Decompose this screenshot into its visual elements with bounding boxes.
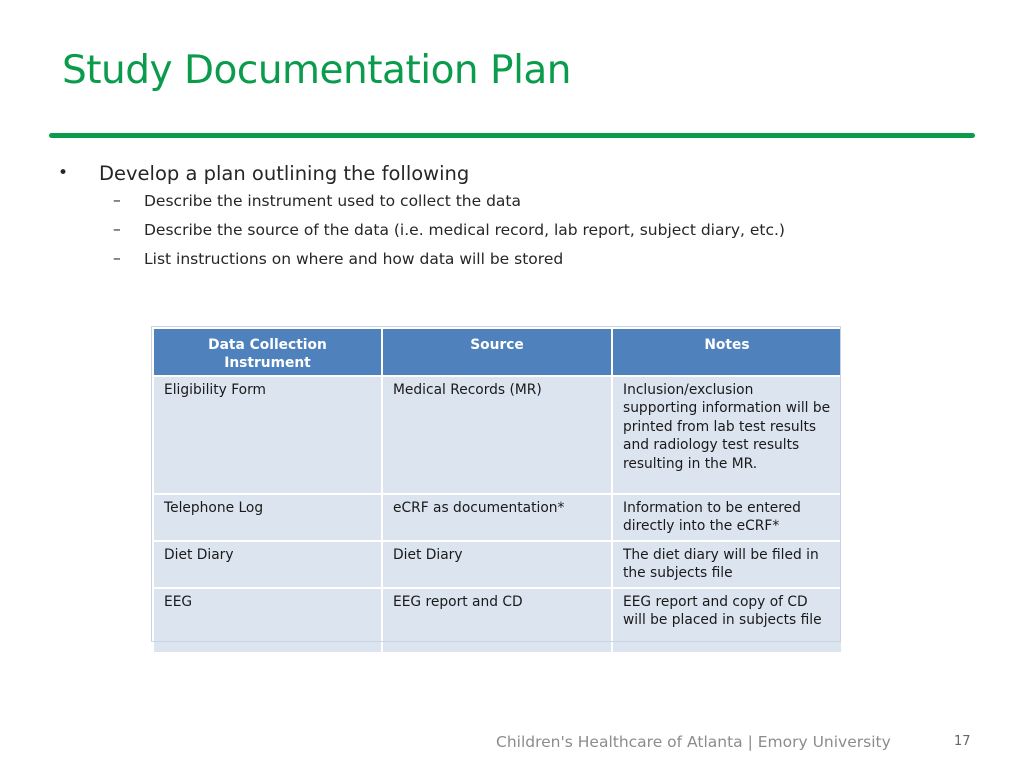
slide-title: Study Documentation Plan [62,48,572,93]
table-row [153,494,842,541]
cell-notes: Inclusion/exclusion supporting information will be printed from lab test results and radiology test results resulting in the MR. [612,376,842,494]
header-source: Source [382,328,612,376]
cell-source: Medical Records (MR) [382,376,612,494]
bullet-item [58,161,958,191]
bullet-list [58,161,958,278]
table-row [153,376,842,494]
cell-instrument: Eligibility Form [153,376,382,494]
dash-marker: – [113,191,121,209]
title-divider [49,133,975,138]
bullet-text: Develop a plan outlining the following [99,162,470,185]
cell-notes: The diet diary will be filed in the subjects file [612,541,842,588]
sub-bullet-item [58,220,958,249]
bullet-marker: • [58,163,69,183]
cell-source: Diet Diary [382,541,612,588]
cell-instrument: Telephone Log [153,494,382,541]
sub-bullet-text: Describe the instrument used to collect the data [144,192,522,210]
sub-bullet-text: List instructions on where and how data will be stored [144,250,564,268]
header-instrument: Data Collection Instrument [153,328,382,376]
cell-instrument: Diet Diary [153,541,382,588]
cell-notes: Information to be entered directly into the eCRF* [612,494,842,541]
dash-marker: – [113,220,121,238]
header-notes: Notes [612,328,842,376]
documentation-table [152,327,843,654]
page-number: 17 [954,734,971,749]
dash-marker: – [113,249,121,267]
footer-text: Children's Healthcare of Atlanta | Emory University [496,733,891,751]
sub-bullet-item [58,191,958,220]
sub-bullet-text: Describe the source of the data (i.e. medical record, lab report, subject diary, etc.) [144,221,785,239]
table-header-row [153,328,842,376]
cell-source: eCRF as documentation* [382,494,612,541]
sub-bullet-item [58,249,958,278]
cell-instrument: EEG [153,588,382,653]
cell-source: EEG report and CD [382,588,612,653]
cell-notes: EEG report and copy of CD will be placed in subjects file [612,588,842,653]
table-row [153,588,842,653]
table-row [153,541,842,588]
